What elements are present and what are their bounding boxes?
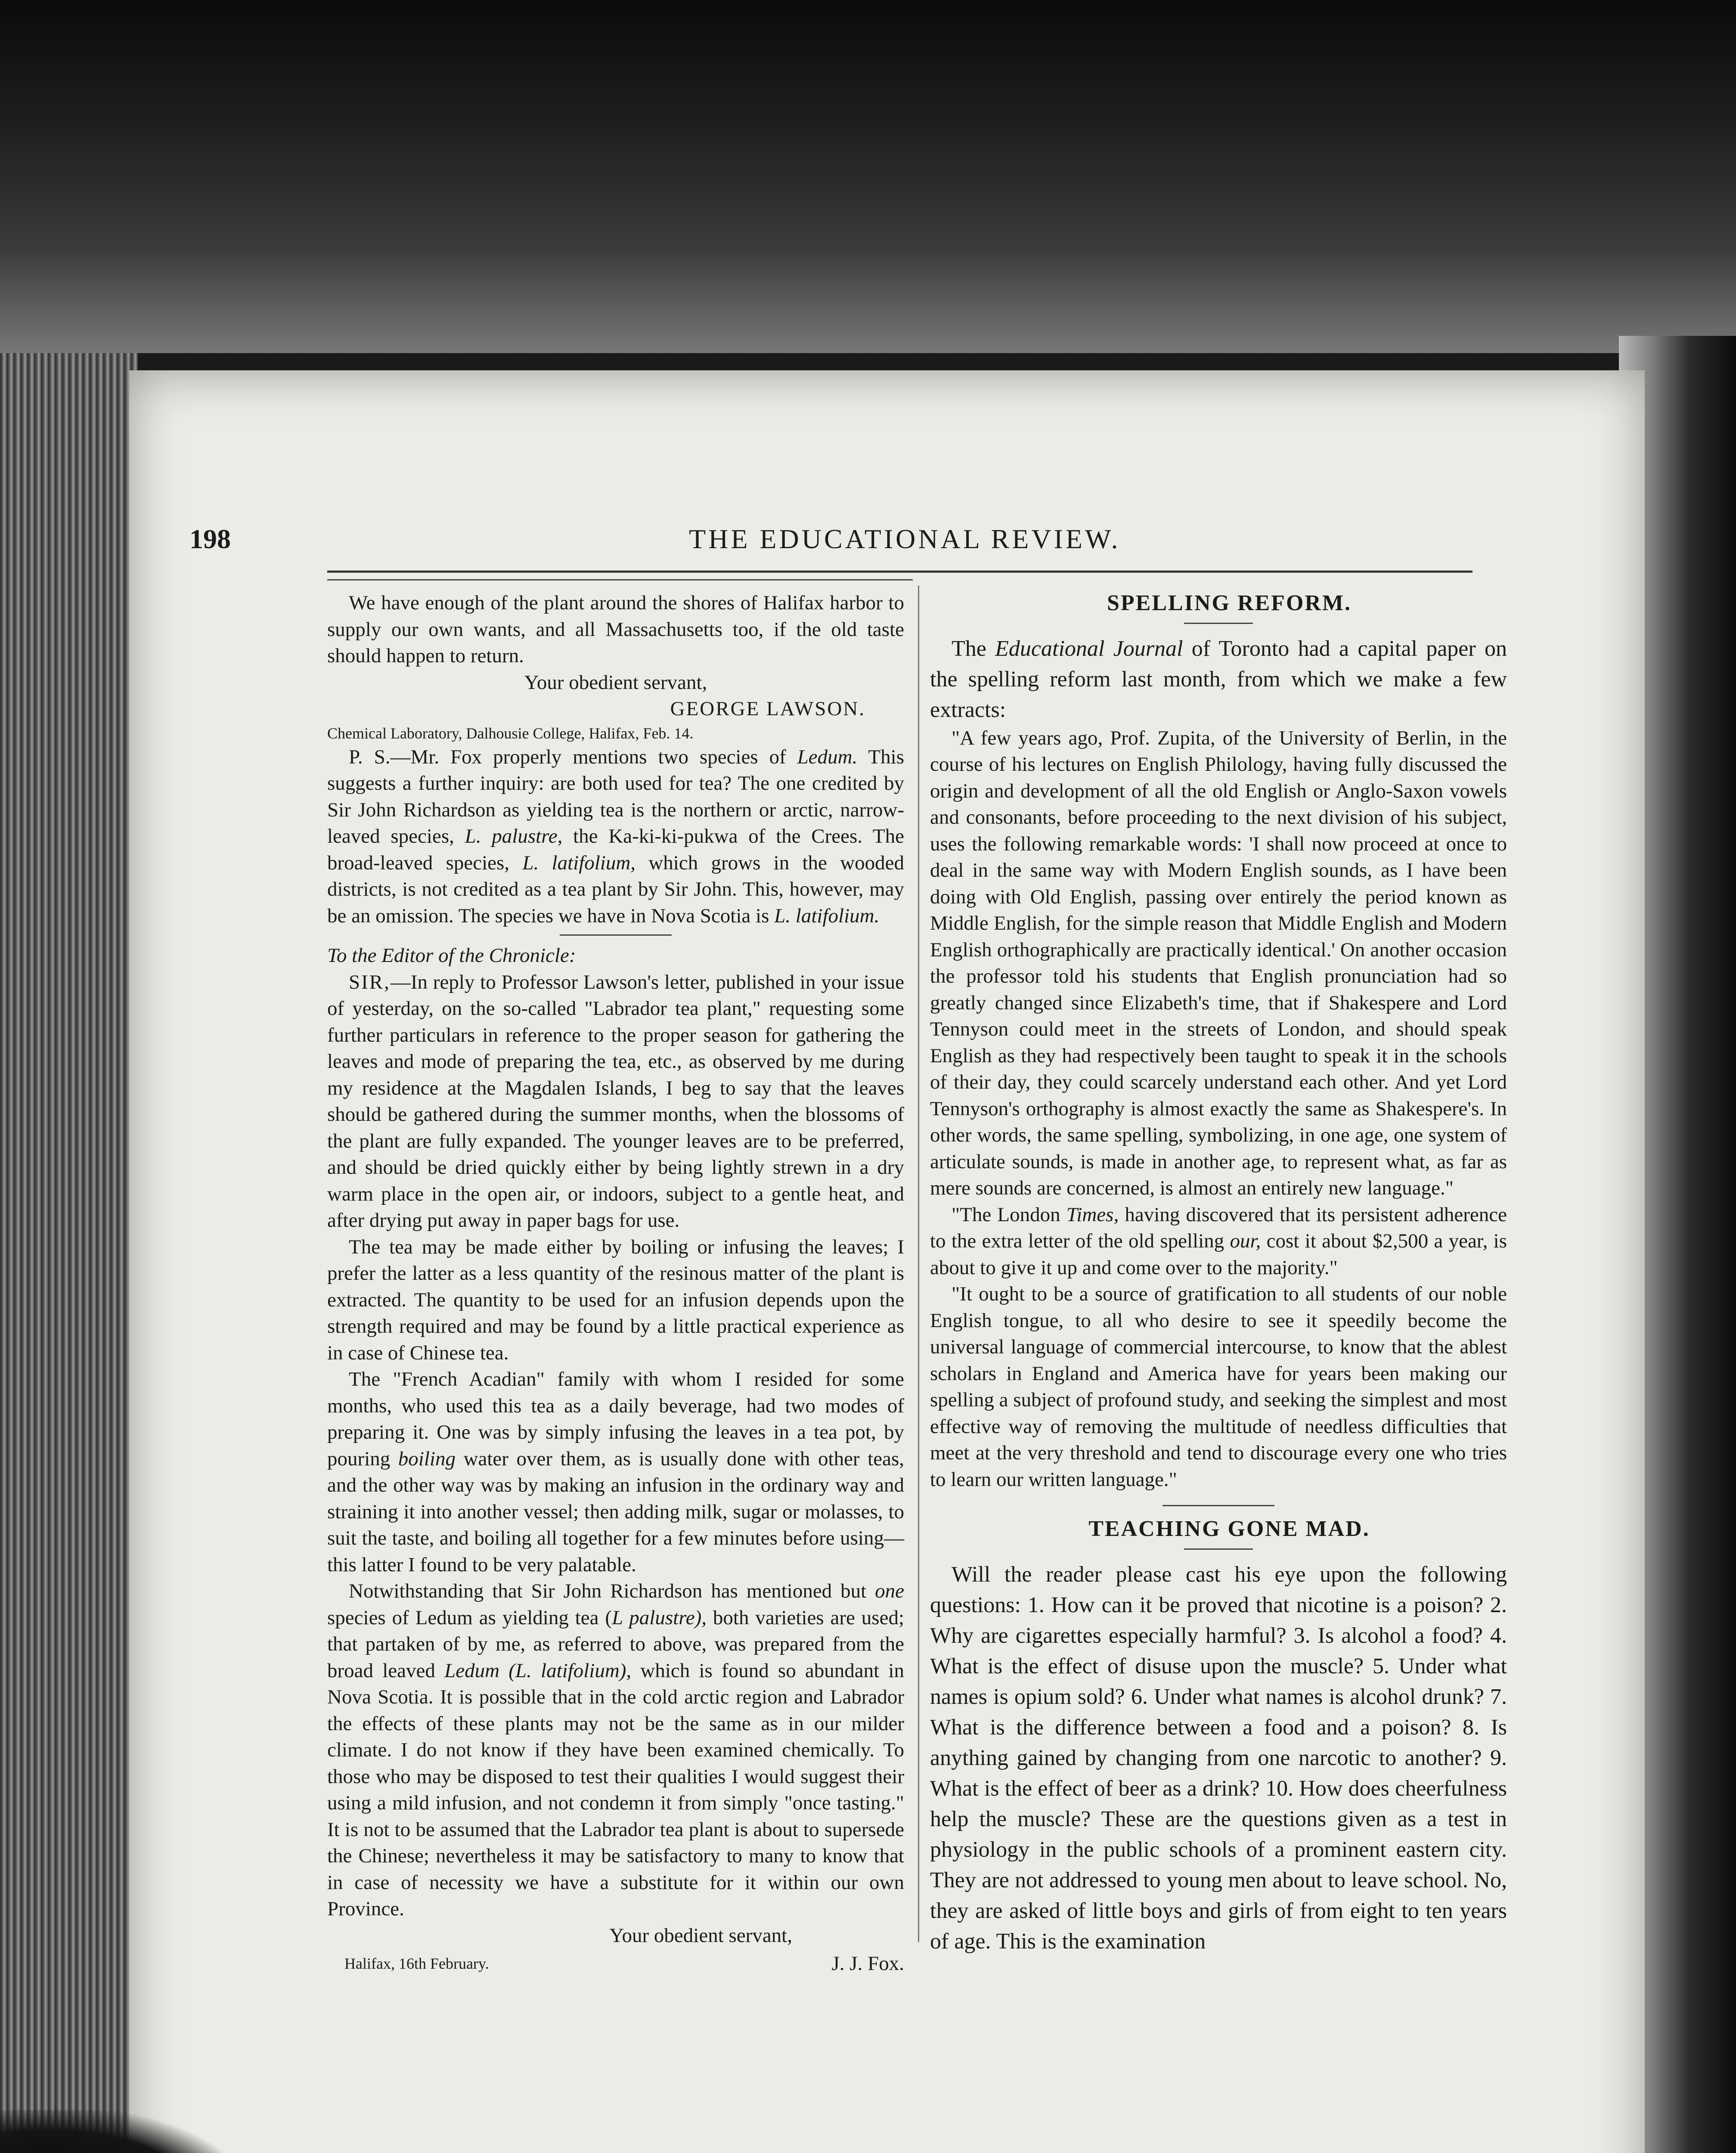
fox-signature: J. J. Fox.	[831, 1952, 904, 1975]
section-rule-right	[1162, 1505, 1274, 1506]
to-editor-heading: To the Editor of the Chronicle:	[327, 944, 576, 967]
header-rule	[327, 571, 1472, 573]
fox-letter-paragraph-2: The tea may be made either by boiling or infusing the leaves; I prefer the latter as a less quantity of the resinous matter of the plant is extracted. The quantity to be used for an infusion depends upon the strength required and may be found by a little practical experience as in case of Chinese tea.	[327, 1235, 904, 1364]
fox-dateline	[327, 1951, 904, 1977]
lawson-closing-paragraph: We have enough of the plant around the shores of Halifax harbor to supply our own wants, and all Massachusetts too, if the old taste should happen to return.	[327, 592, 904, 667]
postscript-paragraph: P. S.—Mr. Fox properly mentions two species of Ledum. This suggests a further inquiry: are both used for tea? The one credited by Sir John Richardson as yielding tea is the northern or arctic, narrow-leaved species, L. palustre, the Ka-ki-ki-pukwa of the Crees. The broad-leaved species, L. latifolium, which grows in the wooded districts, is not credited as a tea plant by Sir John. This, however, may be an omission. The species we have in Nova Scotia is L. latifolium.	[327, 745, 905, 927]
header-rule-secondary	[327, 579, 913, 580]
page-number: 198	[189, 524, 231, 554]
journal-title: THE EDUCATIONAL REVIEW.	[689, 524, 1121, 554]
heading-rule	[1184, 623, 1253, 624]
spelling-reform-heading: SPELLING REFORM.	[1107, 591, 1352, 615]
column-divider	[918, 586, 919, 1942]
teaching-gone-mad-heading: TEACHING GONE MAD.	[1088, 1517, 1370, 1541]
left-column	[327, 590, 904, 1977]
fox-place-date: Halifax, 16th February.	[344, 1955, 489, 1972]
spelling-quote-3: "It ought to be a source of gratification to all students of our noble English tongue, to all who desire to see it speedily become the universal language of commercial intercourse, to know that the ablest scholars in England and America have for years been making our spelling a subject of profound study, and seeking the simplest and most effective way of removing the multitude of needless difficulties that meet at the very threshold and tend to discourage every one who tries to learn our written language."	[930, 1283, 1507, 1491]
spelling-quote-2: "The London Times, having discovered that its persistent adherence to the extra letter of the old spelling our, cost it about $2,500 a year, is about to give it up and come over to the majority."	[930, 1203, 1507, 1279]
fox-closing: Your obedient servant,	[609, 1924, 792, 1947]
right-column	[930, 590, 1507, 1957]
fox-letter-paragraph-4: Notwithstanding that Sir John Richardson has mentioned but one species of Ledum as yielding tea (L palustre), both varieties are used; that partaken of by me, as referred to above, was prepared from the broad leaved Ledum (L. latifolium), which is found so abundant in Nova Scotia. It is possible that in the cold arctic region and Labrador the effects of these plants may not be the same as in our milder climate. I do not know if they have been examined chemically. To those who may be disposed to test their qualities I would suggest their using a mild infusion, and not condemn it from simply "once tasting." It is not to be assumed that the Labrador tea plant is about to supersede the Chinese; nevertheless it may be satisfactory to many to know that in case of necessity we have a substitute for it within our own Province.	[327, 1580, 904, 1920]
fox-letter-paragraph-3: The "French Acadian" family with whom I resided for some months, who used this tea as a daily beverage, had two modes of preparing it. One was by simply infusing the leaves in a tea pot, by pouring boiling water over them, as is usually done with other teas, and the other way was by making an infusion in the ordinary way and straining it into another vessel; then adding milk, sugar or molasses, to suit the taste, and boiling all together for a few minutes before using—this latter I found to be very palatable.	[327, 1368, 904, 1576]
spelling-quote-1: "A few years ago, Prof. Zupita, of the University of Berlin, in the course of his lectures on English Philology, having fully discussed the origin and development of all the old English or Anglo-Saxon vowels and consonants, before proceeding to the next division of his subject, uses the following remarkable words: 'I shall now proceed at once to deal in the same way with Modern English sounds, as I have been doing with Old English, passing over entirely the period known as Middle English, for the simple reason that Middle English and Modern English orthographically are practically identical.' On another occasion the professor told his students that English pronunciation had so greatly changed since Elizabeth's time, that if Shakespere and Lord Tennyson could meet in the streets of London, and should speak English as they had respectively been taught to speak it in the schools of their day, they could scarcely understand each other. And yet Lord Tennyson's orthography is almost exactly the same as Shakespere's. In other words, the same spelling, symbolizing, in one age, one system of articulate sounds, is made in another age, to represent what, as far as mere sounds are concerned, is almost an entirely new language."	[930, 726, 1507, 1199]
lawson-closing: Your obedient servant,	[524, 671, 707, 694]
teaching-paragraph: Will the reader please cast his eye upon the following questions: 1. How can it be proved that nicotine is a poison? 2. Why are cigarettes especially harmful? 3. Is alcohol a food? 4. What is the effect of disuse upon the muscle? 5. Under what names is opium sold? 6. Under what names is alcohol drunk? 7. What is the difference between a food and a poison? 8. Is anything gained by changing from one narcotic to another? 9. What is the effect of beer as a drink? 10. How does cheerfulness help the muscle? These are the questions given as a test in physiology in the public schools of a prominent eastern city. They are not addressed to young men about to leave school. No, they are asked of little boys and girls of from eight to ten years of age. This is the examination	[930, 1562, 1507, 1954]
lawson-address: Chemical Laboratory, Dalhousie College, Halifax, Feb. 14.	[327, 724, 694, 742]
spelling-intro: The Educational Journal of Toronto had a capital paper on the spelling reform last month, from which we make a few extracts:	[930, 636, 1507, 722]
lawson-signature: GEORGE LAWSON.	[670, 698, 865, 720]
microfilm-top-border	[0, 0, 1736, 353]
section-rule	[560, 934, 672, 936]
heading-rule-2	[1184, 1548, 1253, 1550]
book-page-edges	[0, 353, 138, 2153]
fox-letter-paragraph-1: SIR,—In reply to Professor Lawson's letter, published in your issue of yesterday, on the so-called "Labrador tea plant," requesting some further particulars in reference to the proper season for gathering the leaves and mode of preparing the tea, etc., as observed by me during my residence at the Magdalen Islands, I beg to say that the leaves should be gathered during the summer months, when the blossoms of the plant are fully expanded. The younger leaves are to be preferred, and should be dried quickly either by being lightly strewn in a dry warm place in the open air, or indoors, subject to a gentle heat, and after drying put away in paper bags for use.	[327, 971, 904, 1232]
thumb-shadow	[0, 2110, 241, 2153]
